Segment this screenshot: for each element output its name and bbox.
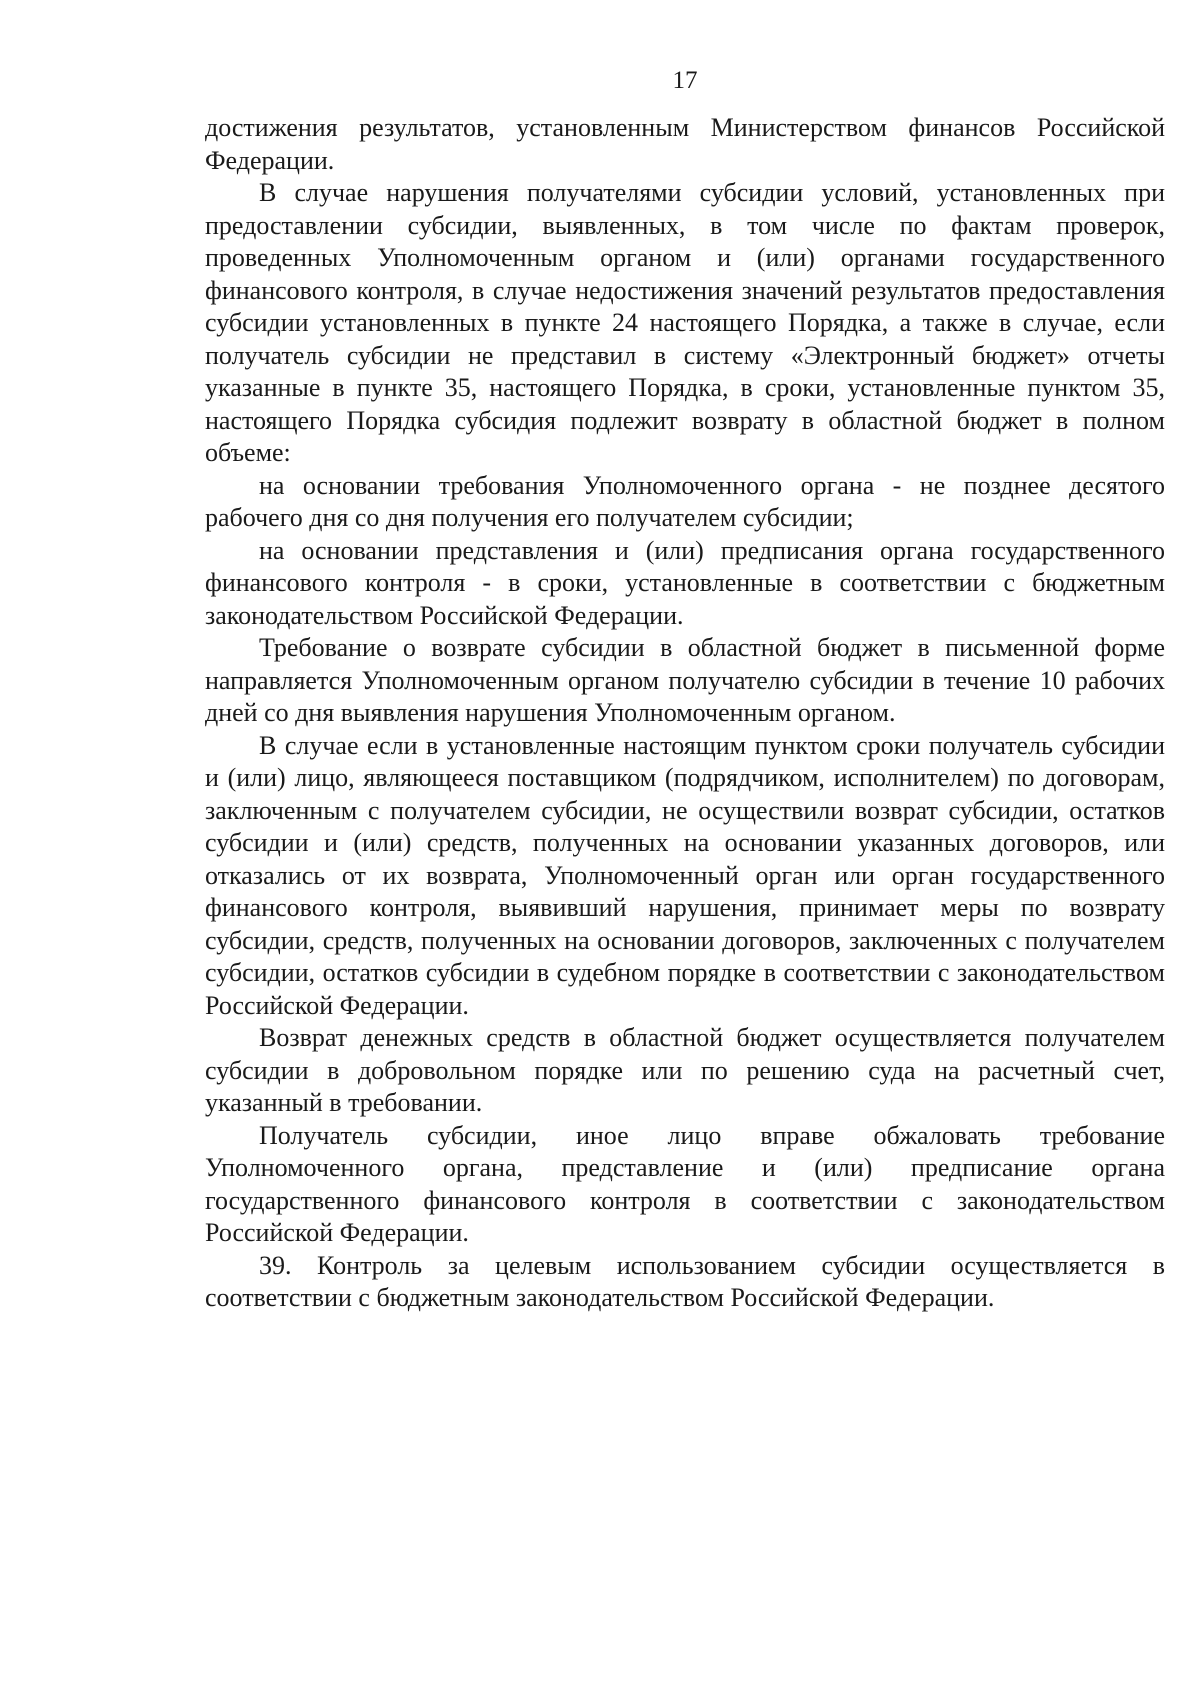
paragraph-refund-method: Возврат денежных средств в областной бюджет осуществляется получателем субсидии в добровольном порядке или по решению суда на расчетный счет, указанный в требовании. [205,1023,1165,1117]
paragraph-violation-return: В случае нарушения получателями субсидии условий, установленных при предоставлении субсидии, выявленных, в том числе по фактам проверок, проведенных Уполномоченным органом и (или) органами государственного финансового контроля, в случае недостижения значений результатов предоставления субсидии установленных в пункте 24 настоящего Порядка, а также в случае, если получатель субсидии не представил в систему «Электронный бюджет» отчеты указанные в пункте 35, настоящего Порядка, в сроки, установленные пунктом 35, настоящего Порядка субсидия подлежит возврату в областной бюджет в полном объеме: [205,178,1165,467]
paragraph-written-demand: Требование о возврате субсидии в областной бюджет в письменной форме направляется Уполномоченным органом получателю субсидии в течение 10 рабочих дней со дня выявления нарушения Уполномоченным органом. [205,633,1165,727]
paragraph-control-body-order: на основании представления и (или) предписания органа государственного финансового контроля - в сроки, установленные в соответствии с бюджетным законодательством Российской Федерации. [205,535,1165,630]
paragraph-judicial-recovery: В случае если в установленные настоящим пунктом сроки получатель субсидии и (или) лицо, являющееся поставщиком (подрядчиком, исполнителем) по договорам, заключенным с получателем субсидии, не осуществили возврат субсидии, остатков субсидии и (или) средств, полученных на основании указанных договоров, или отказались от их возврата, Уполномоченный орган или орган государственного финансового контроля, выявивший нарушения, принимает меры по возврату субсидии, средств, полученных на основании договоров, заключенных с получателем субсидии, остатков субсидии в судебном порядке в соответствии с законодательством Российской Федерации. [205,730,1165,1020]
document-body [205,112,1165,1315]
page-number: 17 [672,67,698,94]
paragraph-appeal-right: Получатель субсидии, иное лицо вправе обжаловать требование Уполномоченного органа, представление и (или) предписание органа государственного финансового контроля в соответствии с законодательством Российской Федерации. [205,1120,1165,1247]
paragraph-continuation: достижения результатов, установленным Министерством финансов Российской Федерации. [205,113,1165,175]
paragraph-authority-demand: на основании требования Уполномоченного органа - не позднее десятого рабочего дня со дня получения его получателем субсидии; [205,470,1165,532]
paragraph-item-39: 39. Контроль за целевым использованием субсидии осуществляется в соответствии с бюджетным законодательством Российской Федерации. [205,1250,1165,1312]
